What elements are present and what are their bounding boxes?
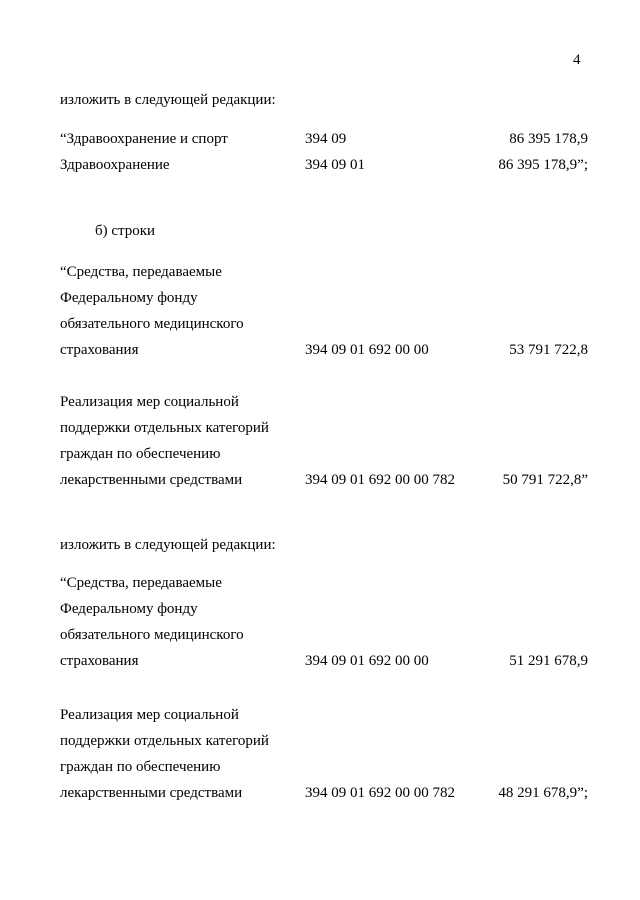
- table-row: [0, 155, 640, 175]
- row-name: граждан по обеспечению: [60, 446, 221, 462]
- table-row: [0, 314, 640, 334]
- row-code: 394 09 01 692 00 00: [305, 653, 429, 669]
- row-name: поддержки отдельных категорий: [60, 733, 269, 749]
- table-row: [0, 392, 640, 412]
- row-name: Федеральному фонду: [60, 290, 198, 306]
- table-row: [0, 444, 640, 464]
- table-row: [0, 757, 640, 777]
- row-sum: 50 791 722,8”: [502, 472, 588, 488]
- table-row: [0, 470, 640, 490]
- row-sum: 51 291 678,9: [509, 653, 588, 669]
- row-name: страхования: [60, 653, 139, 669]
- row-code: 394 09 01 692 00 00: [305, 342, 429, 358]
- row-sum: 86 395 178,9: [509, 131, 588, 147]
- row-code: 394 09 01 692 00 00 782: [305, 472, 455, 488]
- row-name: граждан по обеспечению: [60, 759, 221, 775]
- table-row: [0, 288, 640, 308]
- row-name: “Средства, передаваемые: [60, 264, 222, 280]
- row-name: Реализация мер социальной: [60, 707, 239, 723]
- row-name: “Здравоохранение и спорт: [60, 131, 228, 147]
- table-row: [0, 783, 640, 803]
- row-name: страхования: [60, 342, 139, 358]
- row-name: обязательного медицинского: [60, 627, 244, 643]
- row-sum: 53 791 722,8: [509, 342, 588, 358]
- table-row: [0, 340, 640, 360]
- table-row: [0, 129, 640, 149]
- row-sum: 86 395 178,9”;: [498, 157, 588, 173]
- row-sum: 48 291 678,9”;: [498, 785, 588, 801]
- row-code: 394 09 01 692 00 00 782: [305, 785, 455, 801]
- table-row: [0, 651, 640, 671]
- text-line: [0, 221, 640, 241]
- page-number: 4: [573, 52, 581, 68]
- row-name: обязательного медицинского: [60, 316, 244, 332]
- table-row: [0, 599, 640, 619]
- table-row: [0, 731, 640, 751]
- table-row: [0, 625, 640, 645]
- line-text: изложить в следующей редакции:: [60, 537, 276, 553]
- subsection-heading: б) строки: [95, 223, 156, 239]
- row-name: “Средства, передаваемые: [60, 575, 222, 591]
- table-row: [0, 705, 640, 725]
- row-name: лекарственными средствами: [60, 472, 243, 488]
- line-text: изложить в следующей редакции:: [60, 92, 276, 108]
- row-code: 394 09: [305, 131, 347, 147]
- table-row: [0, 573, 640, 593]
- row-name: Здравоохранение: [60, 157, 170, 173]
- row-name: лекарственными средствами: [60, 785, 243, 801]
- text-line: [0, 535, 640, 555]
- table-row: [0, 418, 640, 438]
- row-code: 394 09 01: [305, 157, 365, 173]
- row-name: поддержки отдельных категорий: [60, 420, 269, 436]
- text-line: [0, 90, 640, 110]
- row-name: Федеральному фонду: [60, 601, 198, 617]
- table-row: [0, 262, 640, 282]
- row-name: Реализация мер социальной: [60, 394, 239, 410]
